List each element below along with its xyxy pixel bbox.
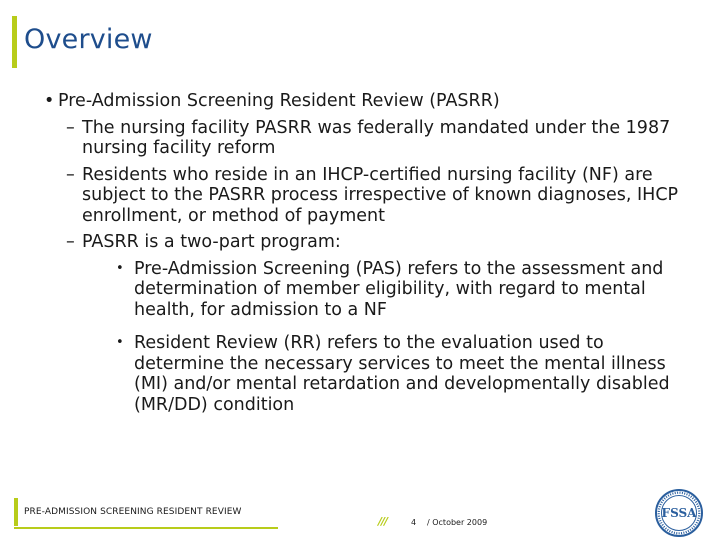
slide-title: Overview xyxy=(24,24,153,55)
slide-content xyxy=(44,91,684,415)
footer-underline xyxy=(14,527,278,529)
sub-sub-bullet xyxy=(116,259,684,321)
sub-sub-bullet-text: Resident Review (RR) refers to the evaluation used to determine the necessary services to meet the mental illness (MI) and/or mental retardation and developmentally disabled (MR/DD) condition xyxy=(134,333,670,415)
sub-bullet xyxy=(66,165,684,227)
sub-bullet xyxy=(66,118,684,159)
footer-date: / October 2009 xyxy=(427,518,488,527)
footer-slashes: /// xyxy=(378,515,388,528)
dot-marker: • xyxy=(116,335,124,350)
fssa-seal-icon xyxy=(654,488,704,538)
sub-bullet-text: PASRR is a two-part program: xyxy=(82,232,341,252)
main-bullet-text: Pre-Admission Screening Resident Review (PASRR) xyxy=(58,91,500,111)
sub-bullet xyxy=(66,232,684,253)
dot-marker: • xyxy=(116,260,124,276)
page-number: 4 xyxy=(411,518,417,527)
dash-marker: – xyxy=(66,117,75,138)
sub-sub-bullet-text: Pre-Admission Screening (PAS) refers to the assessment and determination of member eligibility, with regard to mental health, for admission to a NF xyxy=(134,258,664,320)
dash-marker: – xyxy=(66,232,75,252)
main-bullet xyxy=(44,91,684,112)
sub-bullet-text: Residents who reside in an IHCP-certified nursing facility (NF) are subject to the PASRR process irrespective of known diagnoses, IHCP enrollment, or method of payment xyxy=(82,164,679,226)
sub-bullet-text: The nursing facility PASRR was federally mandated under the 1987 nursing facility reform xyxy=(82,117,671,158)
footer-accent-bar xyxy=(14,498,18,526)
dash-marker: – xyxy=(66,164,75,185)
logo-initials: FSSA xyxy=(661,506,697,520)
footer-label: PRE-ADMISSION SCREENING RESIDENT REVIEW xyxy=(24,507,242,517)
bullet-marker: • xyxy=(44,91,55,111)
sub-sub-bullet xyxy=(116,333,684,415)
title-accent-bar xyxy=(12,16,17,68)
